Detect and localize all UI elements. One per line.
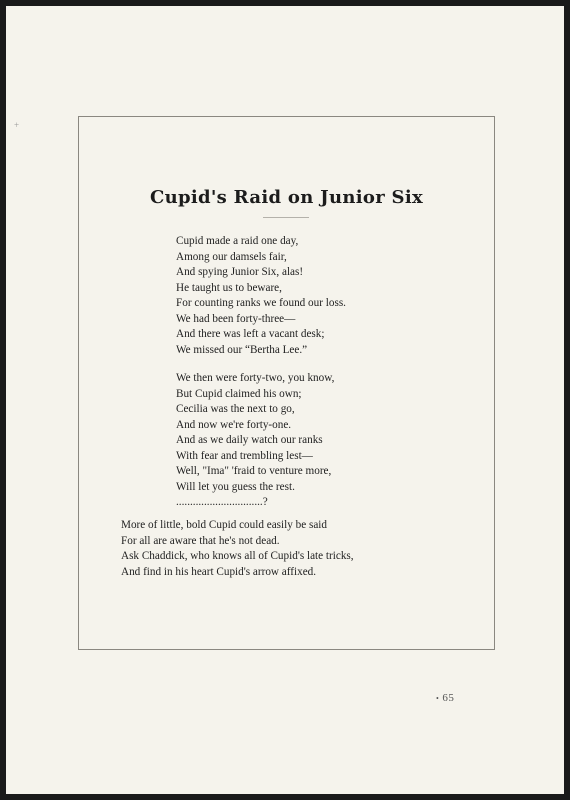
- page-mark: •: [436, 694, 440, 703]
- verse-line: Among our damsels fair,: [176, 250, 287, 263]
- verse-line: But Cupid claimed his own;: [176, 387, 302, 400]
- page-number-value: 65: [442, 692, 455, 704]
- prose-line: For all are aware that he's not dead.: [121, 534, 280, 547]
- prose-line: More of little, bold Cupid could easily be said: [121, 519, 328, 531]
- poem-title: Cupid's Raid on Junior Six: [149, 187, 424, 208]
- prose-line: Ask Chaddick, who knows all of Cupid's late tricks,: [121, 550, 354, 562]
- title-divider: [263, 217, 309, 218]
- prose-line: And find in his heart Cupid's arrow affixed.: [121, 565, 317, 578]
- closing-verse: [121, 518, 354, 580]
- verse-line: With fear and trembling lest—: [176, 449, 313, 462]
- verse-line: Will let you guess the rest.: [176, 480, 295, 493]
- margin-mark: +: [14, 120, 20, 130]
- poem-frame: [78, 116, 495, 650]
- verse-line: And as we daily watch our ranks: [176, 434, 323, 446]
- verse-line: Well, "Ima" 'fraid to venture more,: [176, 465, 332, 477]
- verse-line: We missed our “Bertha Lee.”: [176, 343, 308, 356]
- verse-line: And there was left a vacant desk;: [176, 328, 325, 340]
- page: [6, 6, 564, 794]
- verse-line: For counting ranks we found our loss.: [176, 297, 346, 309]
- stanza-2: [176, 371, 334, 511]
- verse-line: Cecilia was the next to go,: [176, 403, 295, 415]
- verse-line: He taught us to beware,: [176, 281, 282, 294]
- verse-line: We had been forty-three—: [176, 312, 296, 325]
- verse-line: And now we're forty-one.: [176, 418, 292, 431]
- page-number: [436, 692, 454, 704]
- ellipsis-line: ...............................?: [176, 496, 268, 508]
- stanza-1: [176, 234, 346, 358]
- verse-line: And spying Junior Six, alas!: [176, 266, 304, 278]
- verse-line: Cupid made a raid one day,: [176, 235, 299, 247]
- verse-line: We then were forty-two, you know,: [176, 372, 335, 384]
